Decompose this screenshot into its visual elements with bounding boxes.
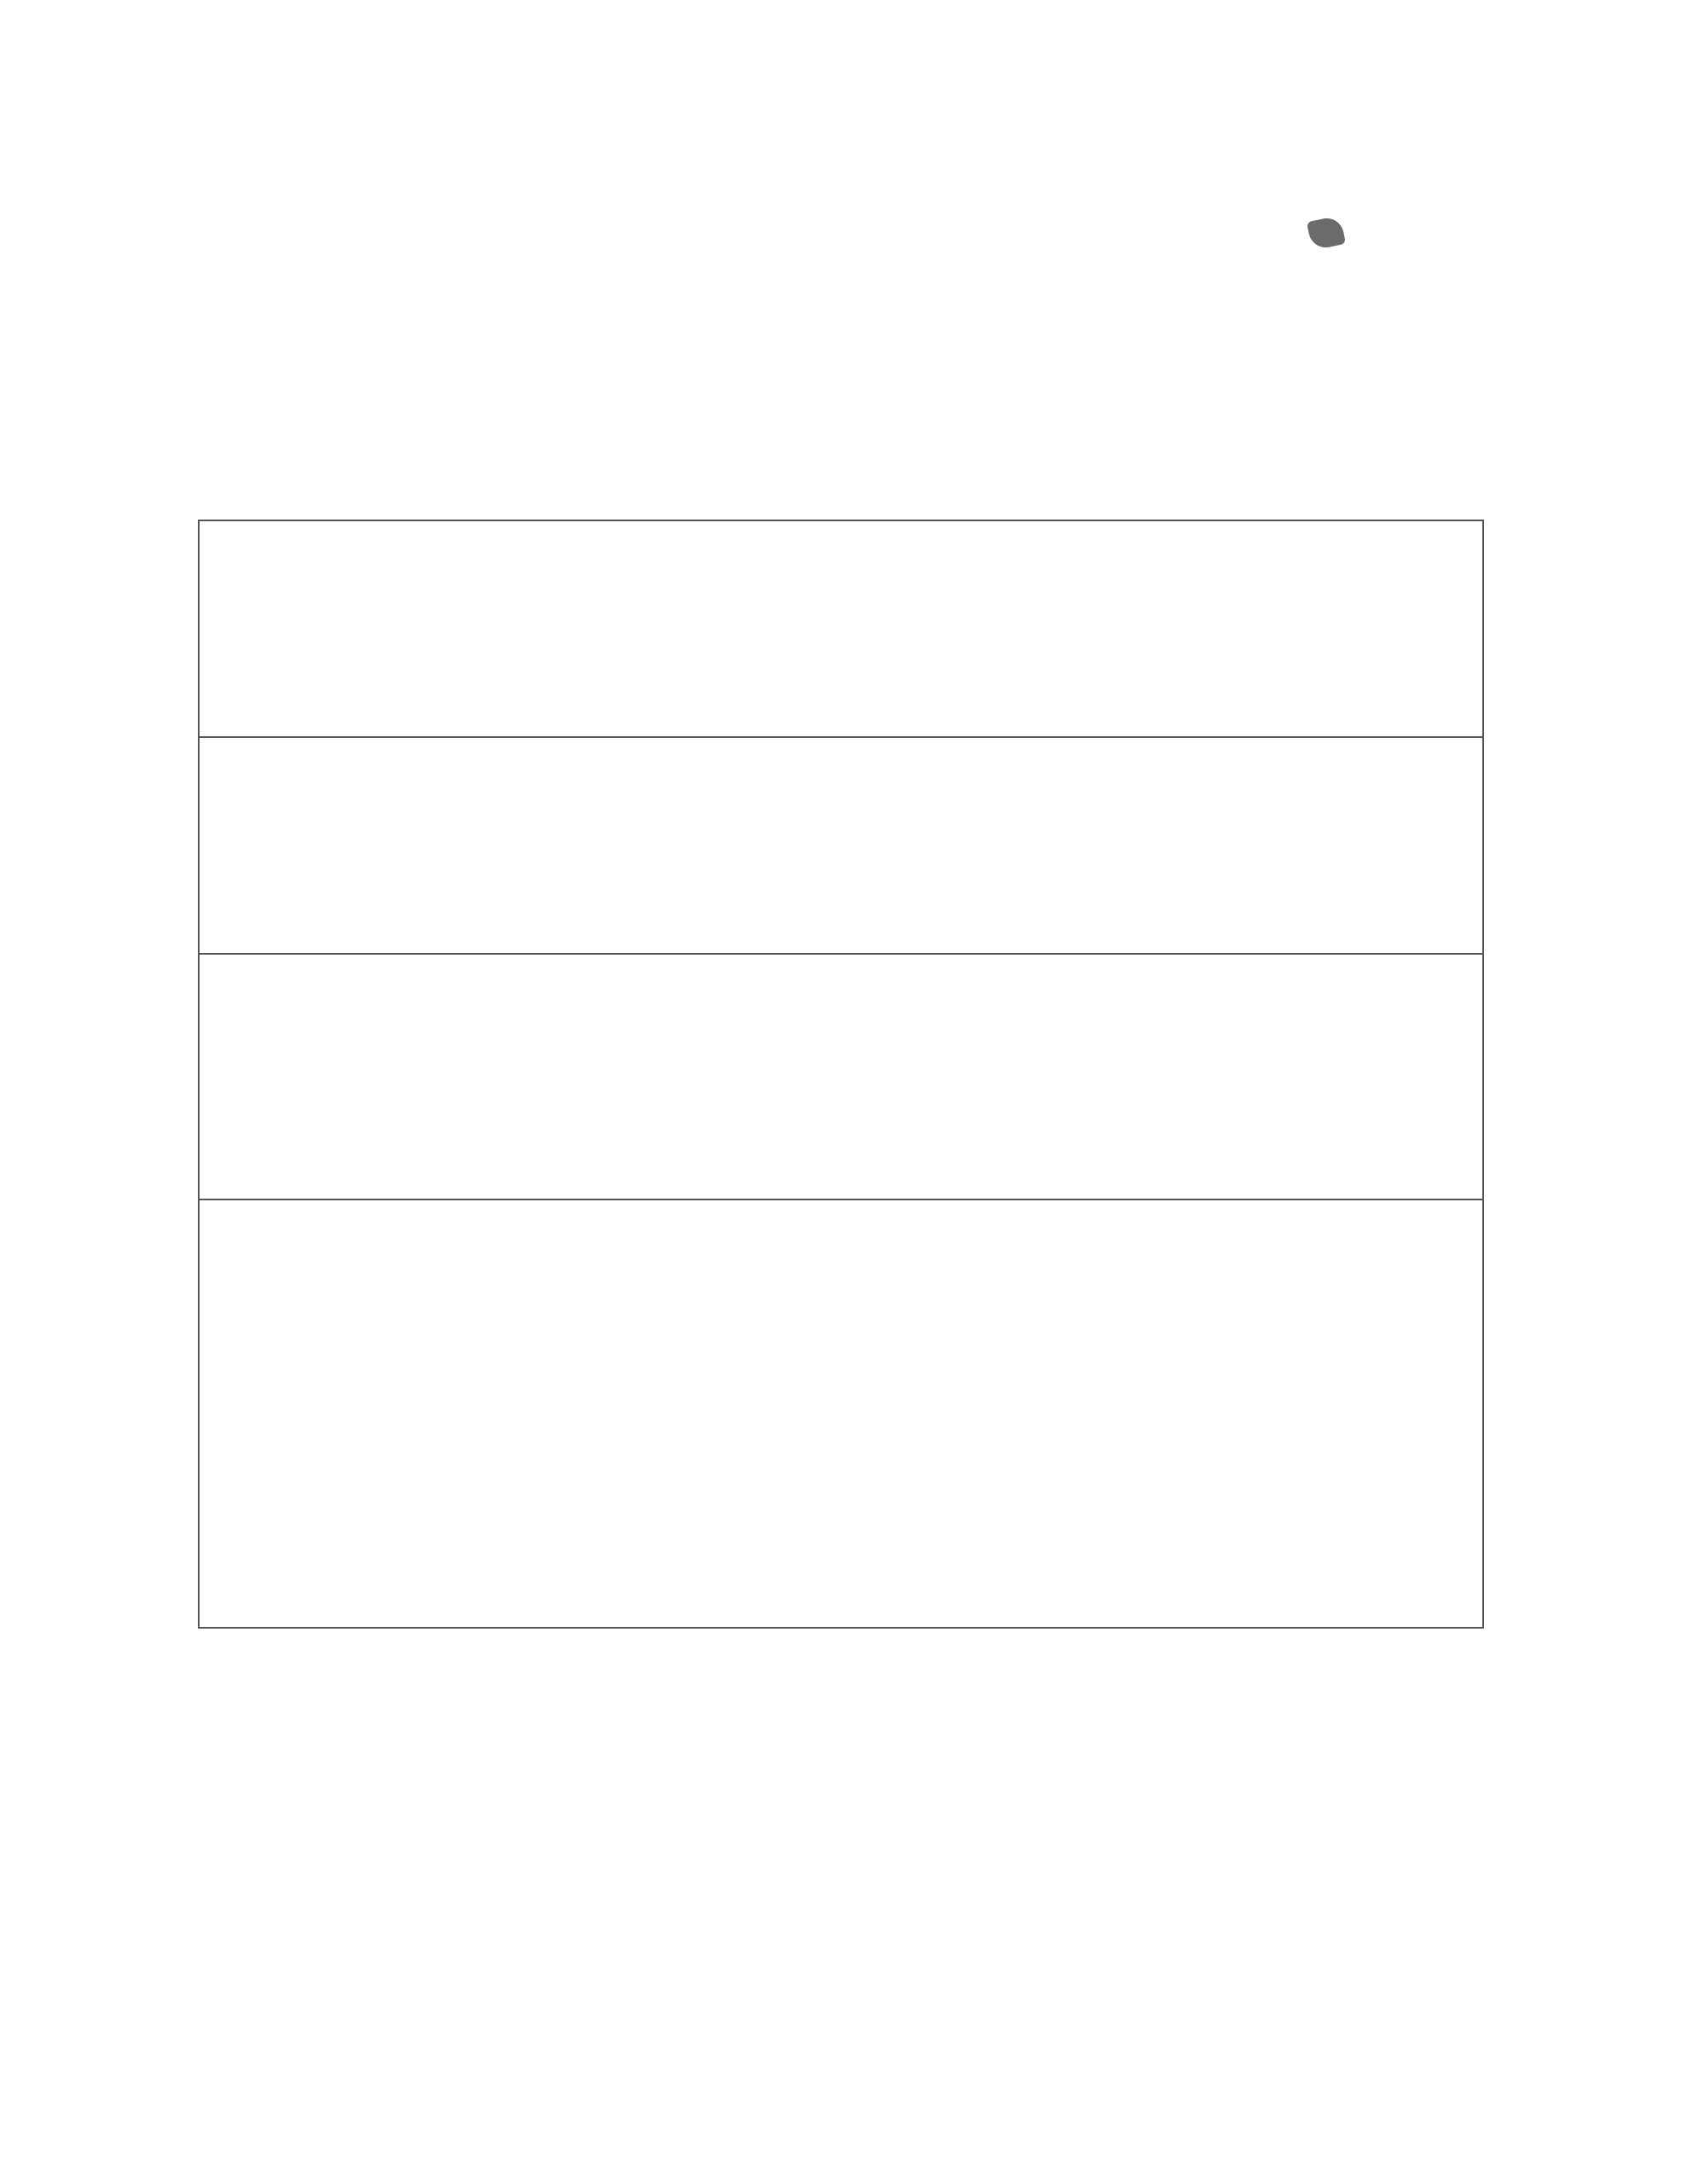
lesson-cell-3 — [200, 955, 1482, 1200]
tree-border-right — [1527, 128, 1638, 2039]
lesson-cell-4 — [200, 1200, 1482, 1627]
emirates-schools-logo — [1254, 213, 1441, 282]
tree-border-top — [0, 68, 1687, 196]
tree-border-bottom — [0, 2030, 1687, 2158]
lessons-table — [198, 520, 1484, 1629]
lesson-cell-2 — [200, 738, 1482, 955]
tree-border-left — [60, 128, 171, 2039]
lesson-cell-1 — [200, 521, 1482, 738]
logo-mark-icon — [1307, 215, 1346, 251]
